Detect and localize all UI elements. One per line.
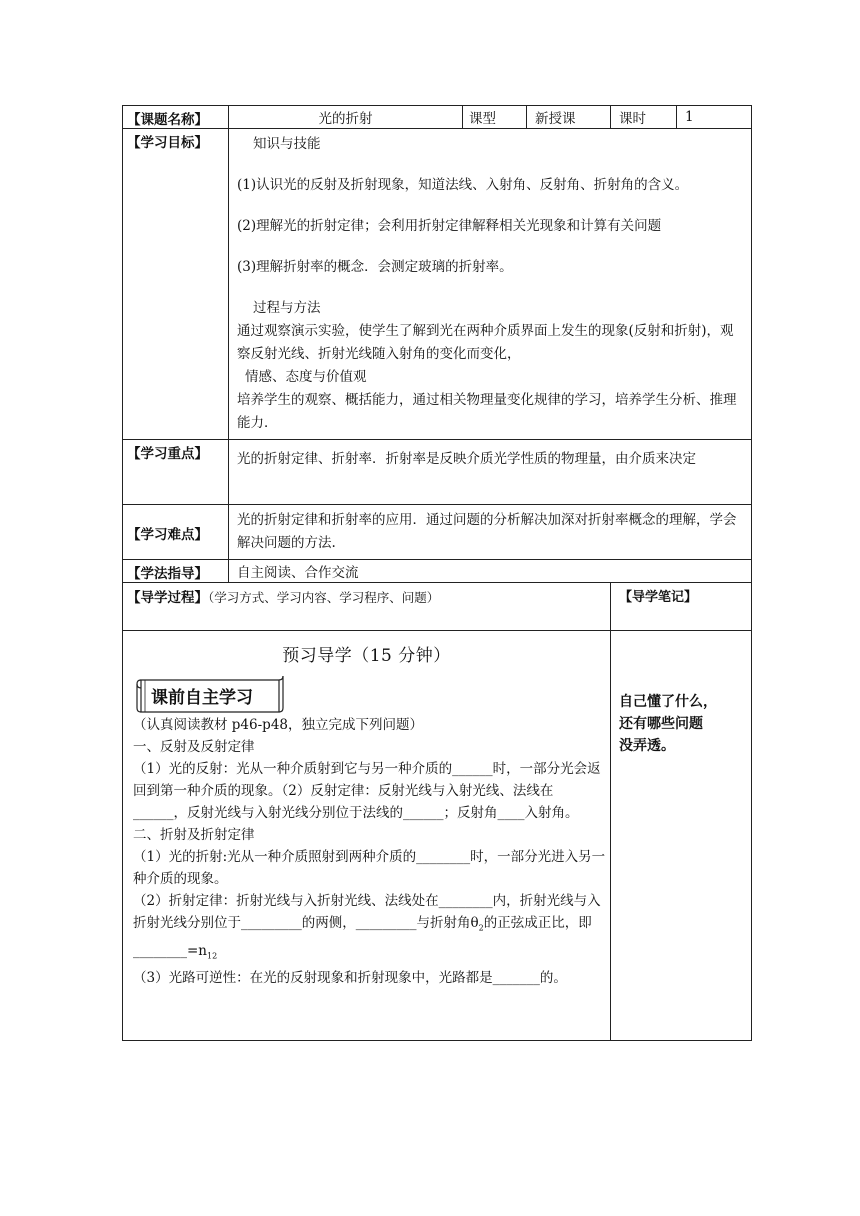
part2-heading: 二、折射及折射定律 xyxy=(133,827,255,843)
main-content xyxy=(123,631,611,1041)
scroll-banner xyxy=(135,674,285,714)
scroll-label: 课前自主学习 xyxy=(151,688,253,708)
guide-header xyxy=(123,583,611,631)
guide-desc: （学习方式、学习内容、学习程序、问题） xyxy=(208,590,440,605)
emotion-text: 培养学生的观察、概括能力，通过相关物理量变化规律的学习，培养学生分析、推理能力． xyxy=(237,392,737,431)
lesson-title: 光的折射 xyxy=(229,106,463,129)
part2-item-1: （1）光的折射:光从一种介质照射到两种介质的________时，一部分光进入另一种介质的现象。 xyxy=(133,849,606,887)
notes-line-2: 还有哪些问题 xyxy=(619,716,703,732)
type-value: 新授课 xyxy=(527,106,611,129)
part2-item-2-text-a: （2）折射定律：折射光线与入折射光线、法线处在________内，折射光线与入折射光线分别位于_________的两侧，_________与折射角θ xyxy=(133,893,601,931)
emotion-heading: 情感、态度与价值观 xyxy=(245,369,367,385)
knowledge-heading: 知识与技能 xyxy=(253,136,321,152)
header-row xyxy=(123,106,752,129)
part2-item-3: （3）光路可逆性：在光的反射现象和折射现象中，光路都是_______的。 xyxy=(133,970,567,987)
preview-body xyxy=(123,714,610,989)
n-subscript: 12 xyxy=(207,951,218,961)
key-points-text: 光的折射定律、折射率．折射率是反映介质光学性质的物理量，由介质来决定 xyxy=(229,440,752,505)
preview-title: 预习导学（15 分钟） xyxy=(282,646,451,666)
objectives-label: 【学习目标】 xyxy=(123,129,229,440)
main-row xyxy=(123,631,752,1041)
lesson-plan-table xyxy=(122,105,752,1041)
type-label: 课型 xyxy=(463,106,527,129)
notes-line-3: 没弄透。 xyxy=(619,738,675,754)
part1-heading: 一、反射及反射定律 xyxy=(133,739,255,755)
part2-item-2-text-b: 的正弦成正比，即________=n xyxy=(133,915,592,959)
notes-text xyxy=(611,631,751,757)
notes-cell xyxy=(611,631,752,1041)
difficulties-row xyxy=(123,505,752,560)
key-points-label: 【学习重点】 xyxy=(123,440,229,505)
guide-header-row xyxy=(123,583,752,631)
process-heading: 过程与方法 xyxy=(253,300,321,316)
method-row xyxy=(123,560,752,583)
objective-item-1: (1)认识光的反射及折射现象，知道法线、入射角、反射角、折射角的含义。 xyxy=(237,177,689,193)
method-text: 自主阅读、合作交流 xyxy=(229,560,752,583)
theta-subscript: 2 xyxy=(478,923,484,933)
difficulties-label: 【学习难点】 xyxy=(123,505,229,560)
notes-line-1: 自己懂了什么， xyxy=(619,694,717,710)
process-text: 通过观察演示实验，使学生了解到光在两种介质界面上发生的现象(反射和折射)，观察反射光线、折射光线随入射角的变化而变化， xyxy=(237,323,734,362)
part1-text: （1）光的反射：光从一种介质射到它与另一种介质的______时，一部分光会返回到第一种介质的现象。（2）反射定律：反射光线与入射光线、法线在______，反射光线与入射光线分别位于法线的______；反射角____入射角。 xyxy=(133,761,601,821)
hours-value: 1 xyxy=(677,106,752,129)
notes-label: 【导学笔记】 xyxy=(611,583,752,631)
guide-label: 【导学过程】 xyxy=(127,590,208,606)
hours-label: 课时 xyxy=(611,106,677,129)
objectives-row xyxy=(123,129,752,440)
key-points-row xyxy=(123,440,752,505)
objective-item-2: (2)理解光的折射定律；会利用折射定律解释相关光现象和计算有关问题 xyxy=(237,218,662,234)
objective-item-3: (3)理解折射率的概念．会测定玻璃的折射率。 xyxy=(237,259,513,275)
method-label: 【学法指导】 xyxy=(123,560,229,583)
part2-item-2 xyxy=(133,890,606,967)
difficulties-text: 光的折射定律和折射率的应用．通过问题的分析解决加深对折射率概念的理解，学会解决问题的方法. xyxy=(229,505,752,560)
instruction-text: （认真阅读教材 p46-p48，独立完成下列问题） xyxy=(133,717,423,733)
objectives-content xyxy=(229,129,752,440)
title-label: 【课题名称】 xyxy=(123,106,229,129)
